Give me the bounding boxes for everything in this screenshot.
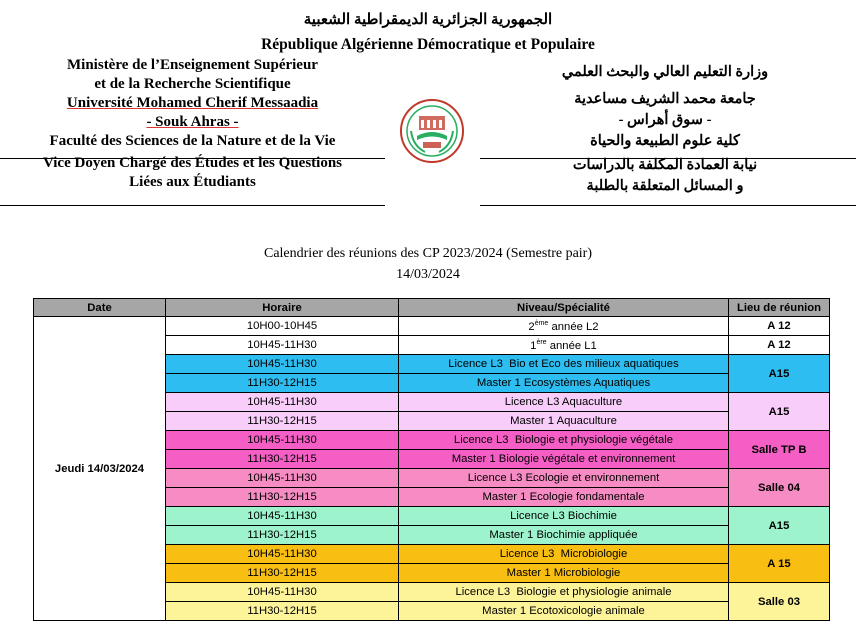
header-niveau: Niveau/Spécialité — [399, 299, 729, 317]
lieu-cell: A 15 — [729, 545, 830, 583]
niveau-ordinal: 2 — [528, 320, 535, 333]
horaire-cell: 10H45-11H30 — [166, 545, 399, 564]
niveau-ordinal-suffix: ème — [534, 319, 549, 327]
horaire-cell: 11H30-12H15 — [166, 564, 399, 583]
french-republic-title: République Algérienne Démocratique et Populaire — [261, 36, 595, 53]
meetings-table — [33, 298, 830, 621]
header-lieu: Lieu de réunion — [729, 299, 830, 317]
horaire-cell: 10H45-11H30 — [166, 431, 399, 450]
horaire-cell: 11H30-12H15 — [166, 450, 399, 469]
niveau-text: année L1 — [546, 339, 597, 352]
horaire-cell: 10H45-11H30 — [166, 336, 399, 355]
university-name: Université Mohamed Cherif Messaadia — [66, 95, 319, 111]
horaire-cell: 11H30-12H15 — [166, 374, 399, 393]
horaire-cell: 10H45-11H30 — [166, 507, 399, 526]
ar-ministry-line: وزارة التعليم العالي والبحث العلمي — [561, 64, 769, 80]
niveau-cell — [399, 317, 729, 336]
lieu-cell: Salle TP B — [729, 431, 830, 469]
lieu-cell: A 12 — [729, 317, 830, 336]
arabic-republic-title: الجمهورية الجزائرية الديمقراطية الشعبية — [303, 12, 553, 28]
vice-dean-line-1: Vice Doyen Chargé des Études et les Questions — [42, 155, 342, 171]
right-divider-top — [480, 158, 856, 159]
left-divider-bottom — [0, 205, 385, 206]
niveau-cell — [399, 336, 729, 355]
horaire-cell: 11H30-12H15 — [166, 412, 399, 431]
right-divider-bottom — [480, 205, 856, 206]
niveau-ordinal: 1 — [530, 339, 537, 352]
lieu-cell: A15 — [729, 393, 830, 431]
horaire-cell: 10H45-11H30 — [166, 583, 399, 602]
niveau-ordinal-suffix: ère — [536, 338, 547, 346]
header-horaire: Horaire — [166, 299, 399, 317]
table-row — [34, 317, 830, 336]
lieu-cell: A 12 — [729, 336, 830, 355]
niveau-cell: Master 1 Aquaculture — [399, 412, 729, 431]
niveau-text: année L2 — [548, 320, 599, 333]
table-body — [34, 317, 830, 621]
ar-faculty-line: كلية علوم الطبيعة والحياة — [590, 133, 740, 149]
ar-vice-dean-line-1: نيابة العمادة المكلفة بالدراسات — [572, 157, 758, 173]
document-date: 14/03/2024 — [396, 267, 460, 282]
horaire-cell: 10H00-10H45 — [166, 317, 399, 336]
left-divider-top — [0, 158, 385, 159]
right-header-block — [480, 62, 850, 197]
lieu-cell: Salle 04 — [729, 469, 830, 507]
horaire-cell: 10H45-11H30 — [166, 469, 399, 488]
lieu-cell: A15 — [729, 355, 830, 393]
horaire-cell: 10H45-11H30 — [166, 355, 399, 374]
niveau-cell: Master 1 Biologie végétale et environnement — [399, 450, 729, 469]
niveau-cell: Licence L3 Bio et Eco des milieux aquatiques — [399, 355, 729, 374]
university-logo-icon — [399, 98, 465, 164]
niveau-cell: Licence L3 Aquaculture — [399, 393, 729, 412]
niveau-cell: Licence L3 Biochimie — [399, 507, 729, 526]
ar-university-line: جامعة محمد الشريف مساعدية — [574, 91, 756, 107]
document-title: Calendrier des réunions des CP 2023/2024 (Semestre pair) — [263, 246, 593, 261]
niveau-cell: Master 1 Ecologie fondamentale — [399, 488, 729, 507]
ar-vice-dean-line-2: و المسائل المتعلقة بالطلبة — [586, 178, 744, 194]
niveau-cell: Licence L3 Microbiologie — [399, 545, 729, 564]
faculty-name: Faculté des Sciences de la Nature et de la Vie — [49, 133, 336, 149]
left-header-block — [0, 56, 385, 192]
ministry-line-2: et de la Recherche Scientifique — [94, 76, 291, 92]
niveau-cell: Master 1 Microbiologie — [399, 564, 729, 583]
niveau-cell: Master 1 Biochimie appliquée — [399, 526, 729, 545]
niveau-cell: Licence L3 Biologie et physiologie animale — [399, 583, 729, 602]
lieu-cell: A15 — [729, 507, 830, 545]
date-cell: Jeudi 14/03/2024 — [34, 317, 166, 621]
niveau-cell: Licence L3 Ecologie et environnement — [399, 469, 729, 488]
ministry-line-1: Ministère de l’Enseignement Supérieur — [67, 57, 318, 73]
niveau-cell: Master 1 Ecotoxicologie animale — [399, 602, 729, 621]
horaire-cell: 11H30-12H15 — [166, 526, 399, 545]
university-city: - Souk Ahras - — [146, 114, 239, 130]
header-date: Date — [34, 299, 166, 317]
horaire-cell: 10H45-11H30 — [166, 393, 399, 412]
horaire-cell: 11H30-12H15 — [166, 488, 399, 507]
niveau-cell: Master 1 Ecosystèmes Aquatiques — [399, 374, 729, 393]
lieu-cell: Salle 03 — [729, 583, 830, 621]
vice-dean-line-2: Liées aux Étudiants — [129, 174, 256, 190]
table-header-row — [34, 299, 830, 317]
niveau-cell: Licence L3 Biologie et physiologie végétale — [399, 431, 729, 450]
horaire-cell: 11H30-12H15 — [166, 602, 399, 621]
ar-city-line: - سوق أهراس - — [618, 112, 712, 128]
